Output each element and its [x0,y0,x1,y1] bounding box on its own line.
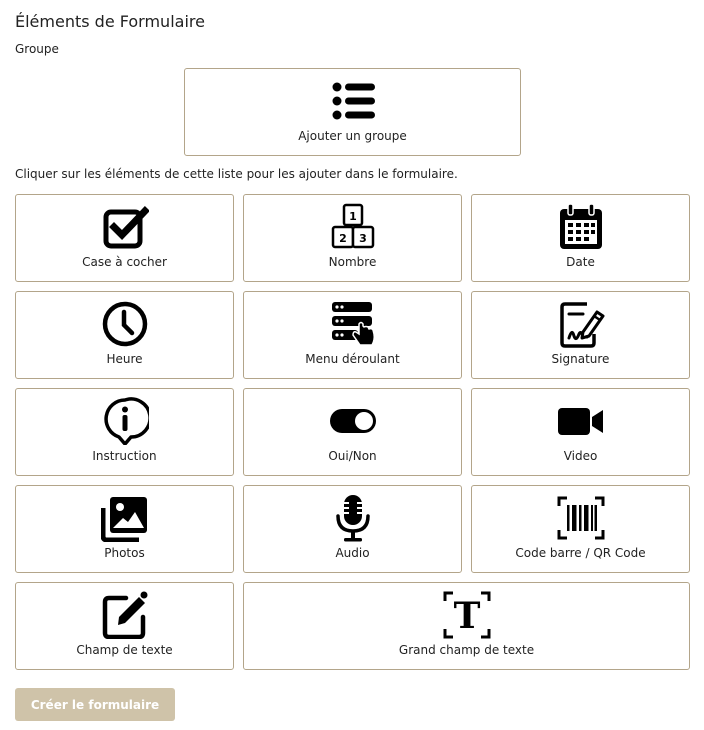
element-label: Champ de texte [76,643,173,657]
element-label: Signature [551,352,610,366]
calendar-icon [472,203,689,251]
list-icon [185,77,520,125]
element-label: Instruction [92,449,157,463]
clock-icon [16,300,233,348]
svg-text:T: T [453,595,480,637]
toggle-icon [244,397,461,445]
element-number[interactable] [243,194,462,282]
text-icon [244,591,689,639]
element-instruction[interactable] [15,388,234,476]
add-group-button[interactable] [184,68,521,156]
svg-text:2: 2 [338,232,347,245]
microphone-icon [244,494,461,542]
signature-icon [472,300,689,348]
element-photos[interactable] [15,485,234,573]
barcode-icon [472,494,689,542]
video-camera-icon [472,397,689,445]
photos-icon [16,494,233,542]
info-icon [16,397,233,445]
element-text-field[interactable] [15,582,234,670]
element-time[interactable] [15,291,234,379]
element-label: Date [566,255,595,269]
element-dropdown[interactable] [243,291,462,379]
element-signature[interactable] [471,291,690,379]
edit-icon [16,591,233,639]
instruction-text: Cliquer sur les éléments de cette liste pour les ajouter dans le formulaire. [15,167,458,181]
element-large-text-field[interactable] [243,582,690,670]
element-label: Audio [335,546,370,560]
page-title: Éléments de Formulaire [15,12,205,31]
number-blocks-icon [244,203,461,251]
group-section-label: Groupe [15,42,59,56]
element-audio[interactable] [243,485,462,573]
element-label: Heure [106,352,143,366]
checkbox-icon [16,203,233,251]
element-label: Code barre / QR Code [515,546,646,560]
element-label: Menu déroulant [305,352,400,366]
element-label: Oui/Non [328,449,377,463]
element-label: Grand champ de texte [398,643,535,657]
create-form-button[interactable]: Créer le formulaire [15,688,175,721]
dropdown-menu-icon [244,300,461,348]
element-date[interactable] [471,194,690,282]
element-video[interactable] [471,388,690,476]
element-label: Photos [104,546,145,560]
element-label: Video [563,449,598,463]
svg-text:1: 1 [348,210,357,223]
svg-text:3: 3 [358,232,367,245]
element-barcode[interactable] [471,485,690,573]
element-checkbox[interactable] [15,194,234,282]
element-label: Nombre [328,255,377,269]
add-group-label: Ajouter un groupe [298,129,407,143]
element-label: Case à cocher [82,255,167,269]
element-yes-no[interactable] [243,388,462,476]
